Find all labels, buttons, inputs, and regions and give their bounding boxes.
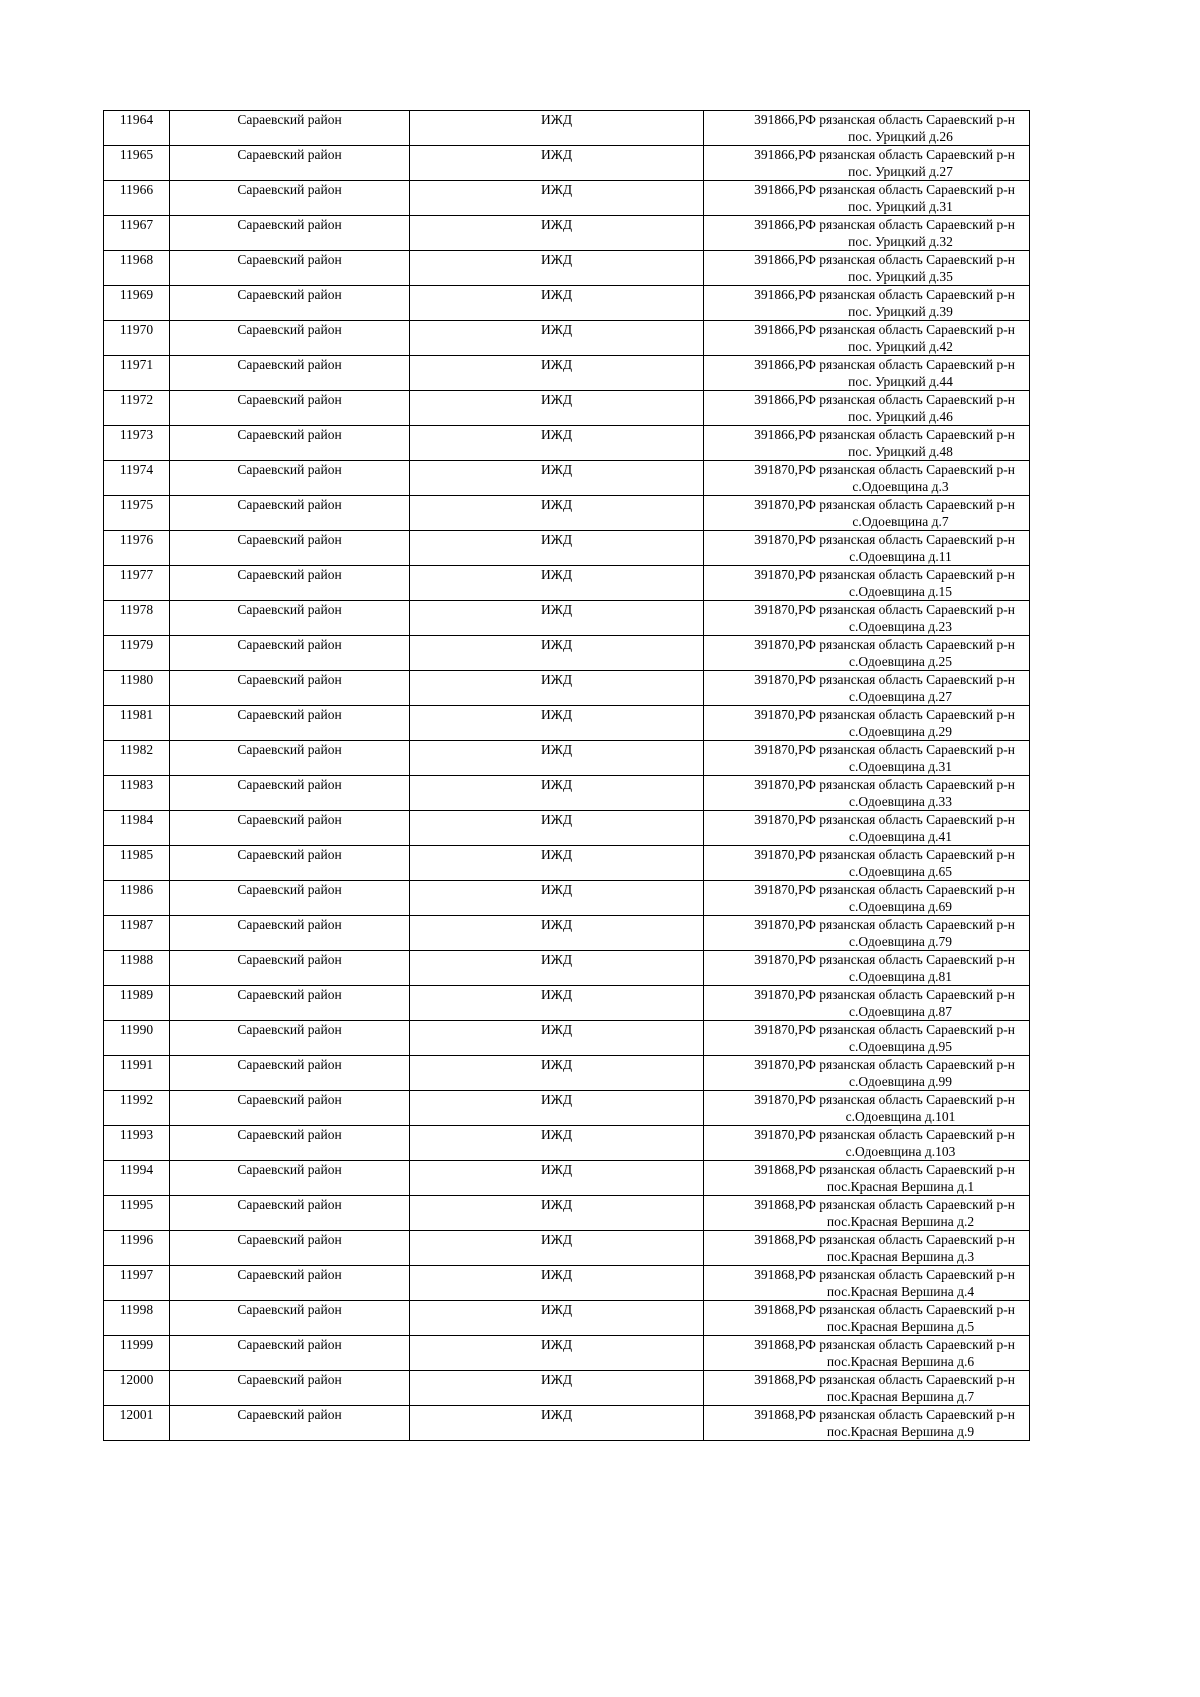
table-row [104,1406,1030,1441]
district-cell: Сараевский район [170,916,410,951]
address-cell [704,1126,1030,1161]
row-number-cell: 11981 [104,706,170,741]
address-line-2: с.Одоевщина д.99 [848,1074,953,1089]
address-cell [704,811,1030,846]
row-number-cell: 11972 [104,391,170,426]
row-number-cell: 11967 [104,216,170,251]
district-cell: Сараевский район [170,146,410,181]
object-type-cell: ИЖД [410,706,704,741]
address-line-1: 391866,РФ рязанская область Сараевский р-н [754,112,1015,127]
object-type-cell: ИЖД [410,1126,704,1161]
district-cell: Сараевский район [170,251,410,286]
district-cell: Сараевский район [170,1266,410,1301]
row-number-cell: 11968 [104,251,170,286]
address-line-1: 391870,РФ рязанская область Сараевский р-н [754,1057,1015,1072]
table-row [104,1231,1030,1266]
address-line-2: пос.Красная Вершина д.2 [826,1214,975,1229]
row-number-cell: 11992 [104,1091,170,1126]
district-cell: Сараевский район [170,1231,410,1266]
row-number-cell: 11986 [104,881,170,916]
object-type-cell: ИЖД [410,111,704,146]
address-cell [704,1301,1030,1336]
address-line-1: 391870,РФ рязанская область Сараевский р-н [754,532,1015,547]
table-row [104,881,1030,916]
row-number-cell: 11988 [104,951,170,986]
address-cell [704,216,1030,251]
address-cell [704,881,1030,916]
table-row [104,111,1030,146]
object-type-cell: ИЖД [410,531,704,566]
district-cell: Сараевский район [170,286,410,321]
object-type-cell: ИЖД [410,671,704,706]
row-number-cell: 11976 [104,531,170,566]
table-row [104,1021,1030,1056]
object-type-cell: ИЖД [410,181,704,216]
address-line-1: 391868,РФ рязанская область Сараевский р-н [754,1337,1015,1352]
address-cell [704,391,1030,426]
address-line-1: 391870,РФ рязанская область Сараевский р-н [754,1092,1015,1107]
row-number-cell: 12000 [104,1371,170,1406]
address-line-2: с.Одоевщина д.15 [848,584,953,599]
address-cell [704,1406,1030,1441]
address-line-1: 391866,РФ рязанская область Сараевский р-н [754,147,1015,162]
address-cell [704,181,1030,216]
row-number-cell: 11982 [104,741,170,776]
table-row [104,846,1030,881]
row-number-cell: 11974 [104,461,170,496]
district-cell: Сараевский район [170,881,410,916]
object-type-cell: ИЖД [410,986,704,1021]
district-cell: Сараевский район [170,566,410,601]
object-type-cell: ИЖД [410,391,704,426]
address-line-1: 391868,РФ рязанская область Сараевский р-н [754,1372,1015,1387]
district-cell: Сараевский район [170,776,410,811]
address-cell [704,706,1030,741]
object-type-cell: ИЖД [410,286,704,321]
object-type-cell: ИЖД [410,1406,704,1441]
table-row [104,1301,1030,1336]
address-line-2: с.Одоевщина д.7 [852,514,949,529]
address-line-1: 391870,РФ рязанская область Сараевский р-н [754,1127,1015,1142]
district-cell: Сараевский район [170,671,410,706]
district-cell: Сараевский район [170,951,410,986]
row-number-cell: 11997 [104,1266,170,1301]
table-row [104,321,1030,356]
address-line-1: 391866,РФ рязанская область Сараевский р-н [754,182,1015,197]
address-line-1: 391870,РФ рязанская область Сараевский р-н [754,637,1015,652]
row-number-cell: 11983 [104,776,170,811]
address-cell [704,426,1030,461]
address-line-1: 391866,РФ рязанская область Сараевский р-н [754,217,1015,232]
district-cell: Сараевский район [170,741,410,776]
address-line-1: 391870,РФ рязанская область Сараевский р-н [754,917,1015,932]
district-cell: Сараевский район [170,1161,410,1196]
district-cell: Сараевский район [170,216,410,251]
object-type-cell: ИЖД [410,1371,704,1406]
district-cell: Сараевский район [170,531,410,566]
object-type-cell: ИЖД [410,951,704,986]
address-cell [704,1091,1030,1126]
object-type-cell: ИЖД [410,496,704,531]
table-row [104,1196,1030,1231]
table-row [104,251,1030,286]
address-cell [704,1371,1030,1406]
district-cell: Сараевский район [170,601,410,636]
district-cell: Сараевский район [170,1196,410,1231]
address-line-1: 391870,РФ рязанская область Сараевский р-н [754,602,1015,617]
address-line-1: 391870,РФ рязанская область Сараевский р-н [754,707,1015,722]
address-line-1: 391866,РФ рязанская область Сараевский р-н [754,357,1015,372]
address-line-2: с.Одоевщина д.69 [848,899,953,914]
object-type-cell: ИЖД [410,146,704,181]
address-cell [704,286,1030,321]
object-type-cell: ИЖД [410,846,704,881]
district-cell: Сараевский район [170,811,410,846]
address-line-2: пос.Красная Вершина д.7 [826,1389,975,1404]
address-cell [704,916,1030,951]
address-line-2: с.Одоевщина д.3 [852,479,949,494]
address-line-2: пос. Урицкий д.44 [848,374,953,389]
table-row [104,531,1030,566]
table-row [104,286,1030,321]
object-type-cell: ИЖД [410,251,704,286]
table-row [104,776,1030,811]
address-cell [704,496,1030,531]
address-line-2: с.Одоевщина д.87 [848,1004,953,1019]
address-cell [704,1266,1030,1301]
address-line-2: с.Одоевщина д.27 [848,689,953,704]
address-line-1: 391870,РФ рязанская область Сараевский р-н [754,497,1015,512]
table-row [104,1336,1030,1371]
address-line-1: 391870,РФ рязанская область Сараевский р-н [754,1022,1015,1037]
object-type-cell: ИЖД [410,741,704,776]
address-cell [704,251,1030,286]
row-number-cell: 11978 [104,601,170,636]
object-type-cell: ИЖД [410,1056,704,1091]
district-cell: Сараевский район [170,356,410,391]
table-row [104,671,1030,706]
address-cell [704,986,1030,1021]
row-number-cell: 11990 [104,1021,170,1056]
row-number-cell: 11995 [104,1196,170,1231]
table-row [104,461,1030,496]
object-type-cell: ИЖД [410,636,704,671]
table-row [104,356,1030,391]
address-cell [704,846,1030,881]
object-type-cell: ИЖД [410,1161,704,1196]
address-line-1: 391870,РФ рязанская область Сараевский р-н [754,952,1015,967]
district-cell: Сараевский район [170,846,410,881]
district-cell: Сараевский район [170,321,410,356]
registry-table [103,110,1030,1441]
object-type-cell: ИЖД [410,1091,704,1126]
address-line-2: пос.Красная Вершина д.9 [826,1424,975,1439]
row-number-cell: 11973 [104,426,170,461]
address-line-2: пос. Урицкий д.39 [848,304,953,319]
table-row [104,1056,1030,1091]
object-type-cell: ИЖД [410,811,704,846]
table-row [104,916,1030,951]
district-cell: Сараевский район [170,111,410,146]
district-cell: Сараевский район [170,1126,410,1161]
address-line-2: с.Одоевщина д.95 [848,1039,953,1054]
address-line-1: 391866,РФ рязанская область Сараевский р-н [754,287,1015,302]
address-line-2: пос.Красная Вершина д.3 [826,1249,975,1264]
address-line-2: с.Одоевщина д.31 [848,759,953,774]
address-cell [704,566,1030,601]
address-line-2: с.Одоевщина д.11 [849,549,952,564]
address-line-2: пос. Урицкий д.42 [848,339,953,354]
address-line-2: с.Одоевщина д.101 [845,1109,956,1124]
row-number-cell: 11969 [104,286,170,321]
address-line-1: 391870,РФ рязанская область Сараевский р-н [754,567,1015,582]
address-cell [704,461,1030,496]
address-line-1: 391870,РФ рязанская область Сараевский р-н [754,847,1015,862]
address-line-1: 391870,РФ рязанская область Сараевский р-н [754,987,1015,1002]
address-line-2: пос.Красная Вершина д.4 [826,1284,975,1299]
address-line-2: с.Одоевщина д.81 [848,969,953,984]
district-cell: Сараевский район [170,1371,410,1406]
table-row [104,601,1030,636]
address-cell [704,636,1030,671]
table-row [104,811,1030,846]
row-number-cell: 11991 [104,1056,170,1091]
address-line-2: пос. Урицкий д.27 [848,164,953,179]
address-cell [704,111,1030,146]
district-cell: Сараевский район [170,1336,410,1371]
address-line-1: 391870,РФ рязанская область Сараевский р-н [754,742,1015,757]
address-cell [704,356,1030,391]
district-cell: Сараевский район [170,181,410,216]
address-line-1: 391866,РФ рязанская область Сараевский р-н [754,427,1015,442]
address-line-1: 391866,РФ рязанская область Сараевский р-н [754,322,1015,337]
object-type-cell: ИЖД [410,1021,704,1056]
row-number-cell: 11987 [104,916,170,951]
district-cell: Сараевский район [170,636,410,671]
table-row [104,1266,1030,1301]
address-line-1: 391866,РФ рязанская область Сараевский р-н [754,392,1015,407]
table-row [104,566,1030,601]
address-line-2: пос. Урицкий д.46 [848,409,953,424]
address-line-1: 391868,РФ рязанская область Сараевский р-н [754,1162,1015,1177]
row-number-cell: 11996 [104,1231,170,1266]
district-cell: Сараевский район [170,1056,410,1091]
address-line-2: пос.Красная Вершина д.6 [826,1354,975,1369]
table-row [104,741,1030,776]
address-cell [704,776,1030,811]
object-type-cell: ИЖД [410,216,704,251]
address-line-2: пос. Урицкий д.31 [848,199,953,214]
address-line-2: пос. Урицкий д.32 [848,234,953,249]
district-cell: Сараевский район [170,496,410,531]
table-row [104,391,1030,426]
address-cell [704,951,1030,986]
address-cell [704,1021,1030,1056]
district-cell: Сараевский район [170,1021,410,1056]
address-cell [704,601,1030,636]
address-cell [704,1196,1030,1231]
row-number-cell: 11965 [104,146,170,181]
table-row [104,951,1030,986]
address-cell [704,1336,1030,1371]
object-type-cell: ИЖД [410,881,704,916]
address-line-2: с.Одоевщина д.25 [848,654,953,669]
object-type-cell: ИЖД [410,916,704,951]
district-cell: Сараевский район [170,1406,410,1441]
row-number-cell: 11977 [104,566,170,601]
table-row [104,986,1030,1021]
table-row [104,181,1030,216]
district-cell: Сараевский район [170,706,410,741]
row-number-cell: 11966 [104,181,170,216]
district-cell: Сараевский район [170,986,410,1021]
address-line-1: 391868,РФ рязанская область Сараевский р-н [754,1197,1015,1212]
address-line-2: пос. Урицкий д.35 [848,269,953,284]
object-type-cell: ИЖД [410,356,704,391]
row-number-cell: 11971 [104,356,170,391]
table-row [104,426,1030,461]
row-number-cell: 11979 [104,636,170,671]
row-number-cell: 11985 [104,846,170,881]
address-line-1: 391868,РФ рязанская область Сараевский р-н [754,1232,1015,1247]
address-cell [704,321,1030,356]
address-line-2: пос.Красная Вершина д.1 [826,1179,975,1194]
row-number-cell: 11984 [104,811,170,846]
object-type-cell: ИЖД [410,1336,704,1371]
row-number-cell: 11999 [104,1336,170,1371]
table-row [104,216,1030,251]
object-type-cell: ИЖД [410,1231,704,1266]
address-cell [704,146,1030,181]
table-row [104,706,1030,741]
table-row [104,1161,1030,1196]
district-cell: Сараевский район [170,391,410,426]
address-line-1: 391870,РФ рязанская область Сараевский р-н [754,777,1015,792]
row-number-cell: 11980 [104,671,170,706]
address-line-1: 391870,РФ рязанская область Сараевский р-н [754,462,1015,477]
address-line-1: 391868,РФ рязанская область Сараевский р-н [754,1267,1015,1282]
row-number-cell: 11970 [104,321,170,356]
table-row [104,496,1030,531]
row-number-cell: 12001 [104,1406,170,1441]
table-row [104,1091,1030,1126]
address-cell [704,741,1030,776]
address-line-2: с.Одоевщина д.33 [848,794,953,809]
address-cell [704,1161,1030,1196]
address-line-2: с.Одоевщина д.103 [845,1144,956,1159]
address-line-2: пос.Красная Вершина д.5 [826,1319,975,1334]
address-line-1: 391868,РФ рязанская область Сараевский р-н [754,1407,1015,1422]
object-type-cell: ИЖД [410,461,704,496]
table-row [104,636,1030,671]
table-row [104,146,1030,181]
district-cell: Сараевский район [170,1301,410,1336]
address-cell [704,1231,1030,1266]
row-number-cell: 11998 [104,1301,170,1336]
address-line-1: 391870,РФ рязанская область Сараевский р-н [754,882,1015,897]
row-number-cell: 11975 [104,496,170,531]
object-type-cell: ИЖД [410,1266,704,1301]
object-type-cell: ИЖД [410,776,704,811]
row-number-cell: 11989 [104,986,170,1021]
district-cell: Сараевский район [170,461,410,496]
address-cell [704,1056,1030,1091]
address-line-2: с.Одоевщина д.23 [848,619,953,634]
registry-body [104,111,1030,1441]
row-number-cell: 11994 [104,1161,170,1196]
address-line-2: пос. Урицкий д.26 [848,129,953,144]
district-cell: Сараевский район [170,426,410,461]
address-line-1: 391866,РФ рязанская область Сараевский р-н [754,252,1015,267]
object-type-cell: ИЖД [410,1196,704,1231]
district-cell: Сараевский район [170,1091,410,1126]
object-type-cell: ИЖД [410,1301,704,1336]
object-type-cell: ИЖД [410,566,704,601]
address-line-1: 391870,РФ рязанская область Сараевский р-н [754,812,1015,827]
address-line-2: пос. Урицкий д.48 [848,444,953,459]
address-line-1: 391870,РФ рязанская область Сараевский р-н [754,672,1015,687]
table-row [104,1371,1030,1406]
address-line-2: с.Одоевщина д.41 [848,829,953,844]
object-type-cell: ИЖД [410,426,704,461]
address-line-2: с.Одоевщина д.29 [848,724,953,739]
object-type-cell: ИЖД [410,321,704,356]
row-number-cell: 11993 [104,1126,170,1161]
address-line-2: с.Одоевщина д.65 [848,864,953,879]
object-type-cell: ИЖД [410,601,704,636]
row-number-cell: 11964 [104,111,170,146]
address-line-1: 391868,РФ рязанская область Сараевский р-н [754,1302,1015,1317]
table-row [104,1126,1030,1161]
address-cell [704,531,1030,566]
address-line-2: с.Одоевщина д.79 [848,934,953,949]
address-cell [704,671,1030,706]
